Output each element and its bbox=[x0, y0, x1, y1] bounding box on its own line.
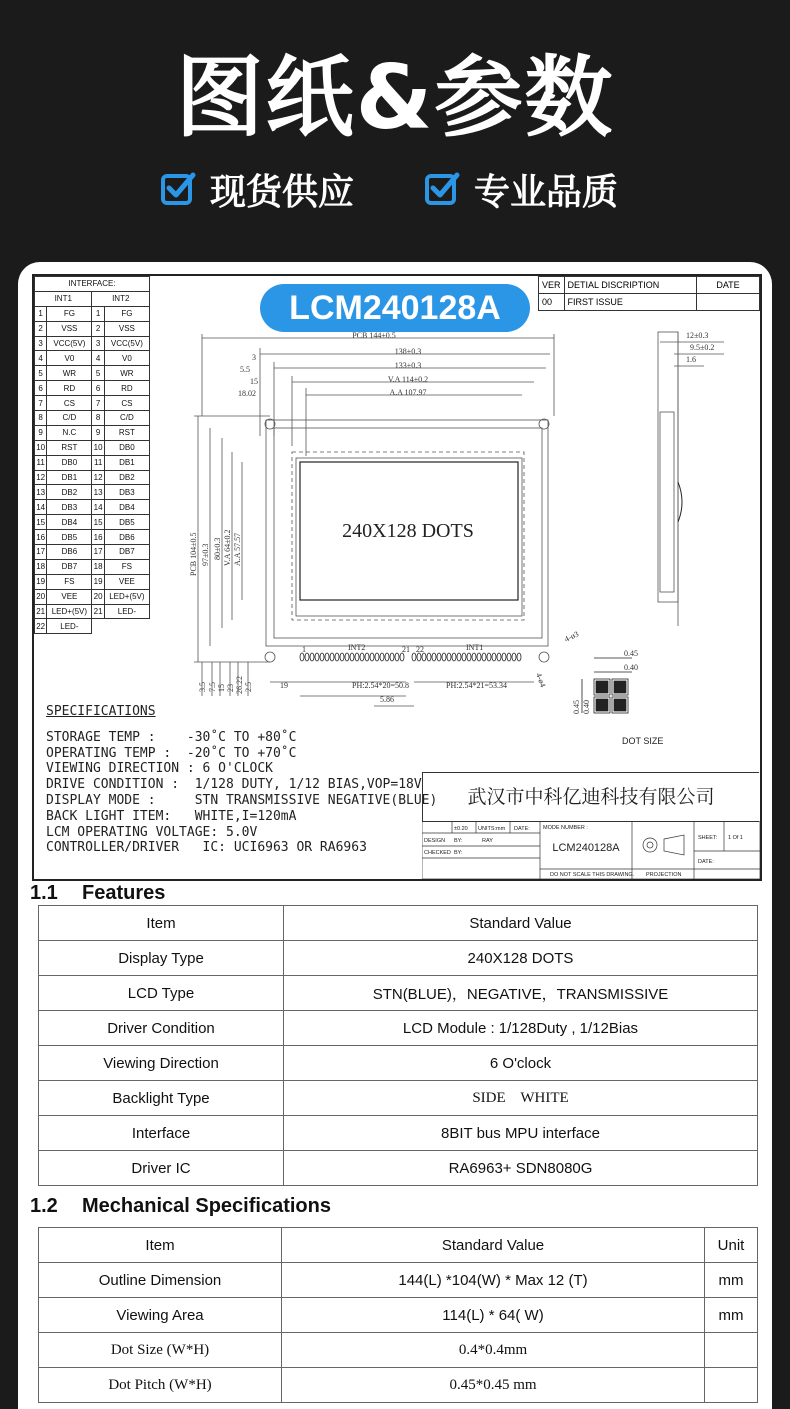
tb-ray: RAY bbox=[482, 838, 493, 844]
tb-model: LCM240128A bbox=[552, 842, 620, 854]
dot-pitch-top: 0.45 bbox=[624, 649, 638, 658]
mech-value: 144(L) *104(W) * Max 12 (T) bbox=[282, 1263, 705, 1298]
feature-value: LCD Module : 1/128Duty , 1/12Bias bbox=[284, 1011, 758, 1046]
int1-pin-number: 14 bbox=[35, 500, 47, 515]
header-standard-value: Standard Value bbox=[284, 906, 758, 941]
int1-pin-signal: LED+(5V) bbox=[47, 604, 92, 619]
int1-figure-label: INT1 bbox=[466, 643, 484, 652]
table-row bbox=[39, 1011, 758, 1046]
dim-9-5: 9.5±0.2 bbox=[690, 343, 715, 352]
connector-pin bbox=[437, 653, 441, 661]
feature-item: Driver IC bbox=[39, 1151, 284, 1186]
mech-item: Outline Dimension bbox=[39, 1263, 282, 1298]
dim-138: 138±0.3 bbox=[394, 347, 422, 356]
table-row bbox=[39, 1263, 758, 1298]
connector-pin bbox=[482, 653, 486, 661]
int2-pin-number: 21 bbox=[92, 604, 104, 619]
int1-pin-signal: LED- bbox=[47, 619, 92, 634]
connector-pin bbox=[305, 653, 309, 661]
rev-date-label: DATE bbox=[697, 277, 760, 294]
rev-desc: FIRST ISSUE bbox=[564, 294, 696, 311]
feature-item: Display Type bbox=[39, 941, 284, 976]
pitch-int1: PH:2.54*21=53.34 bbox=[446, 681, 507, 690]
connector-pin bbox=[512, 653, 516, 661]
connector-pin bbox=[350, 653, 354, 661]
header-item: Item bbox=[39, 1228, 282, 1263]
int1-pin-signal: DB3 bbox=[47, 500, 92, 515]
int1-pin-number: 2 bbox=[35, 321, 47, 336]
int1-pin-number: 15 bbox=[35, 515, 47, 530]
connector-pin bbox=[467, 653, 471, 661]
int1-pin-number: 5 bbox=[35, 366, 47, 381]
int1-pin-number: 3 bbox=[35, 336, 47, 351]
badge-in-stock bbox=[160, 166, 354, 212]
int2-pin-number: 5 bbox=[92, 366, 104, 381]
feature-value: 240X128 DOTS bbox=[284, 941, 758, 976]
connector-pin bbox=[360, 653, 364, 661]
rev-desc-label: DETIAL DISCRIPTION bbox=[564, 277, 696, 294]
mech-value: 114(L) * 64( W) bbox=[282, 1298, 705, 1333]
dim-80: 80±0.3 bbox=[213, 537, 222, 560]
connector-pin bbox=[325, 653, 329, 661]
int2-figure-label: INT2 bbox=[348, 643, 366, 652]
connector-pin bbox=[412, 653, 416, 661]
connector-pin bbox=[447, 653, 451, 661]
int2-pin-signal: WR bbox=[104, 366, 149, 381]
interface-title: INTERFACE: bbox=[35, 277, 150, 292]
specifications-block bbox=[46, 704, 437, 856]
connector-pin bbox=[300, 653, 304, 661]
int1-pin-number: 22 bbox=[35, 619, 47, 634]
company-name: 武汉市中科亿迪科技有限公司 bbox=[422, 772, 759, 822]
pitch-int2: PH:2.54*20=50.8 bbox=[352, 681, 409, 690]
feature-item: Viewing Direction bbox=[39, 1046, 284, 1081]
pin-22-label: 22 bbox=[416, 645, 424, 654]
hole-label-1: 4-ø3 bbox=[563, 629, 581, 644]
checkbox-icon bbox=[424, 171, 460, 207]
dim-97: 97±0.3 bbox=[201, 543, 210, 566]
int1-pin-number: 13 bbox=[35, 485, 47, 500]
int2-pin-signal: DB5 bbox=[104, 515, 149, 530]
int2-pin-signal: DB7 bbox=[104, 545, 149, 560]
connector-pin bbox=[427, 653, 431, 661]
connector-pin bbox=[330, 653, 334, 661]
tb-projection: PROJECTION bbox=[646, 872, 682, 878]
features-heading bbox=[30, 882, 165, 905]
int2-pin-signal: C/D bbox=[104, 411, 149, 426]
model-badge: LCM240128A bbox=[260, 284, 530, 332]
int1-pin-number: 9 bbox=[35, 425, 47, 440]
feature-value: 8BIT bus MPU interface bbox=[284, 1116, 758, 1151]
dot-size-top: 0.40 bbox=[624, 663, 638, 672]
pin-21-label: 21 bbox=[402, 645, 410, 654]
table-row bbox=[39, 1298, 758, 1333]
int2-pin-number: 18 bbox=[92, 559, 104, 574]
int2-pin-number: 14 bbox=[92, 500, 104, 515]
int1-pin-signal: VCC(5V) bbox=[47, 336, 92, 351]
connector-pin bbox=[462, 653, 466, 661]
table-row bbox=[39, 1333, 758, 1368]
title-block bbox=[422, 821, 760, 879]
header-standard-value: Standard Value bbox=[282, 1228, 705, 1263]
specifications-title: SPECIFICATIONS bbox=[46, 704, 156, 719]
mech-value: 0.45*0.45 mm bbox=[282, 1368, 705, 1403]
int2-pin-number: 12 bbox=[92, 470, 104, 485]
dim-thickness: 12±0.3 bbox=[686, 331, 709, 340]
int2-pin-number: 11 bbox=[92, 455, 104, 470]
int1-pin-number: 19 bbox=[35, 574, 47, 589]
int2-pin-signal: DB3 bbox=[104, 485, 149, 500]
header-item: Item bbox=[39, 906, 284, 941]
int1-pin-signal: WR bbox=[47, 366, 92, 381]
feature-item: Driver Condition bbox=[39, 1011, 284, 1046]
table-row bbox=[39, 941, 758, 976]
int1-pin-number: 7 bbox=[35, 396, 47, 411]
spec-line: DISPLAY MODE : STN TRANSMISSIVE NEGATIVE(BLUE) bbox=[46, 792, 438, 808]
dim-3-5: 3.5 bbox=[198, 682, 207, 692]
connector-pin bbox=[395, 653, 399, 661]
connector-pin bbox=[497, 653, 501, 661]
int2-pin-number: 17 bbox=[92, 545, 104, 560]
table-header-row bbox=[39, 1228, 758, 1263]
connector-pin bbox=[507, 653, 511, 661]
spec-line: STORAGE TEMP : -30˚C TO +80˚C bbox=[46, 729, 297, 745]
feature-item: LCD Type bbox=[39, 976, 284, 1011]
int2-pin-signal: DB6 bbox=[104, 530, 149, 545]
feature-value: STN(BLUE)，NEGATIVE，TRANSMISSIVE bbox=[284, 976, 758, 1011]
connector-pin bbox=[355, 653, 359, 661]
dim-2-5: 2.5 bbox=[244, 682, 253, 692]
int2-pin-number: 16 bbox=[92, 530, 104, 545]
int2-pin-number: 2 bbox=[92, 321, 104, 336]
connector-pin bbox=[380, 653, 384, 661]
int1-pin-number: 20 bbox=[35, 589, 47, 604]
int2-pin-signal: DB1 bbox=[104, 455, 149, 470]
tb-date: DATE: bbox=[514, 826, 530, 832]
int2-pin-number: 7 bbox=[92, 396, 104, 411]
section-number: 1.2 bbox=[30, 1195, 58, 1217]
int2-pin-signal: RD bbox=[104, 381, 149, 396]
spec-line: LCM OPERATING VOLTAGE: 5.0V bbox=[46, 824, 258, 840]
int1-pin-number: 16 bbox=[35, 530, 47, 545]
int1-pin-signal: VEE bbox=[47, 589, 92, 604]
mech-unit bbox=[705, 1368, 758, 1403]
dim-133: 133±0.3 bbox=[394, 361, 422, 370]
connector-pin bbox=[315, 653, 319, 661]
connector-pin bbox=[375, 653, 379, 661]
int1-pin-number: 21 bbox=[35, 604, 47, 619]
dot-size-label: DOT SIZE bbox=[622, 736, 664, 746]
checkbox-icon bbox=[160, 171, 196, 207]
rev-ver-label: VER bbox=[539, 277, 565, 294]
dim-15: 15 bbox=[250, 377, 258, 386]
connector-pin bbox=[345, 653, 349, 661]
mech-item: Dot Pitch (W*H) bbox=[39, 1368, 282, 1403]
feature-value: SIDE WHITE bbox=[284, 1081, 758, 1116]
connector-pin bbox=[335, 653, 339, 661]
feature-item: Interface bbox=[39, 1116, 284, 1151]
int2-pin-signal: V0 bbox=[104, 351, 149, 366]
connector-pin bbox=[477, 653, 481, 661]
tb-checked: CHECKED bbox=[424, 850, 451, 856]
int1-pin-number: 6 bbox=[35, 381, 47, 396]
int1-pin-signal: V0 bbox=[47, 351, 92, 366]
int1-pin-signal: C/D bbox=[47, 411, 92, 426]
header-unit: Unit bbox=[705, 1228, 758, 1263]
connector-pin bbox=[472, 653, 476, 661]
table-row bbox=[39, 976, 758, 1011]
spec-sheet bbox=[18, 262, 772, 1409]
connector-pin bbox=[390, 653, 394, 661]
int1-pin-signal: DB4 bbox=[47, 515, 92, 530]
int2-pin-signal: LED- bbox=[104, 604, 149, 619]
dim-23: 23 bbox=[226, 684, 235, 692]
badge-label: 专业品质 bbox=[474, 171, 619, 213]
int1-pin-signal: N.C bbox=[47, 425, 92, 440]
dot-pitch-left: 0.45 bbox=[572, 700, 581, 714]
int1-pin-number: 11 bbox=[35, 455, 47, 470]
dim-5-86: 5.86 bbox=[380, 695, 394, 704]
int2-pin-number: 6 bbox=[92, 381, 104, 396]
badge-label: 现货供应 bbox=[210, 171, 355, 213]
connector-pin bbox=[452, 653, 456, 661]
int2-pin-number: 3 bbox=[92, 336, 104, 351]
int1-pin-signal: FG bbox=[47, 306, 92, 321]
int1-pin-number: 12 bbox=[35, 470, 47, 485]
section-title: Mechanical Specifications bbox=[82, 1195, 331, 1217]
connector-pin bbox=[432, 653, 436, 661]
technical-drawing bbox=[32, 274, 762, 881]
int1-pin-signal: DB0 bbox=[47, 455, 92, 470]
dim-va-height: V.A 64±0.2 bbox=[223, 529, 232, 566]
connector-pin bbox=[457, 653, 461, 661]
page-title: 图纸&参数 bbox=[175, 46, 615, 149]
dim-15-v: 15 bbox=[217, 684, 226, 692]
rev-ver: 00 bbox=[539, 294, 565, 311]
badge-row bbox=[0, 166, 790, 212]
spec-line: DRIVE CONDITION : 1/128 DUTY, 1/12 BIAS,VOP=18V bbox=[46, 777, 422, 793]
table-row bbox=[39, 1081, 758, 1116]
tb-no-scale: DO NOT SCALE THIS DRAWING. bbox=[550, 872, 635, 878]
int2-pin-signal: VCC(5V) bbox=[104, 336, 149, 351]
mech-unit bbox=[705, 1333, 758, 1368]
int1-pin-number: 1 bbox=[35, 306, 47, 321]
tb-sheet-value: 1 Of 1 bbox=[728, 835, 743, 841]
int2-pin-signal: VSS bbox=[104, 321, 149, 336]
int1-pin-number: 18 bbox=[35, 559, 47, 574]
tb-by-2: BY: bbox=[454, 850, 463, 856]
spec-line: OPERATING TEMP : -20˚C TO +70˚C bbox=[46, 745, 297, 761]
int2-pin-number: 20 bbox=[92, 589, 104, 604]
dot-size-left: 0.40 bbox=[582, 700, 591, 714]
int1-pin-signal: DB7 bbox=[47, 559, 92, 574]
mech-item: Viewing Area bbox=[39, 1298, 282, 1333]
hole-label-2: 4-ø4 bbox=[534, 671, 548, 689]
connector-pin bbox=[487, 653, 491, 661]
table-row bbox=[39, 1151, 758, 1186]
connector-pin bbox=[385, 653, 389, 661]
dim-aa-height: A.A 57.57 bbox=[233, 532, 242, 566]
feature-value: 6 O'clock bbox=[284, 1046, 758, 1081]
int1-pin-signal: DB1 bbox=[47, 470, 92, 485]
int1-pin-signal: CS bbox=[47, 396, 92, 411]
mech-value: 0.4*0.4mm bbox=[282, 1333, 705, 1368]
badge-quality bbox=[424, 166, 618, 212]
int2-pin-number: 1 bbox=[92, 306, 104, 321]
int1-pin-signal: RD bbox=[47, 381, 92, 396]
screen-dots-label: 240X128 DOTS bbox=[342, 520, 474, 542]
int1-pin-signal: DB2 bbox=[47, 485, 92, 500]
dim-19: 19 bbox=[280, 681, 288, 690]
spec-line: CONTROLLER/DRIVER IC: UCI6963 OR RA6963 bbox=[46, 840, 367, 856]
connector-pin bbox=[340, 653, 344, 661]
int1-pin-number: 4 bbox=[35, 351, 47, 366]
connector-pin bbox=[370, 653, 374, 661]
connector-pin bbox=[417, 653, 421, 661]
int2-pin-number: 15 bbox=[92, 515, 104, 530]
spec-line: VIEWING DIRECTION : 6 O'CLOCK bbox=[46, 761, 273, 777]
int1-pin-signal: VSS bbox=[47, 321, 92, 336]
int2-pin-number: 10 bbox=[92, 440, 104, 455]
connector-pin bbox=[517, 653, 521, 661]
int2-pin-signal: LED+(5V) bbox=[104, 589, 149, 604]
tb-sheet: SHEET: bbox=[698, 835, 718, 841]
dim-18: 18.02 bbox=[238, 389, 256, 398]
int2-pin-signal: FG bbox=[104, 306, 149, 321]
connector-pin bbox=[310, 653, 314, 661]
int1-pin-signal: RST bbox=[47, 440, 92, 455]
int2-pin-number: 4 bbox=[92, 351, 104, 366]
int1-header: INT1 bbox=[35, 291, 92, 306]
int2-pin-signal: RST bbox=[104, 425, 149, 440]
int2-pin-number: 13 bbox=[92, 485, 104, 500]
feature-item: Backlight Type bbox=[39, 1081, 284, 1116]
int2-pin-signal: FS bbox=[104, 559, 149, 574]
connector-pin bbox=[422, 653, 426, 661]
table-row bbox=[39, 1046, 758, 1081]
table-header-row bbox=[39, 906, 758, 941]
int2-pin-number: 8 bbox=[92, 411, 104, 426]
int2-pin-number: 19 bbox=[92, 574, 104, 589]
connector-pin bbox=[320, 653, 324, 661]
dim-1-6: 1.6 bbox=[686, 355, 696, 364]
table-row bbox=[39, 1116, 758, 1151]
connector-pin bbox=[365, 653, 369, 661]
dim-3: 3 bbox=[252, 353, 256, 362]
mechanical-table bbox=[38, 1227, 758, 1403]
tb-units: UNITS:mm bbox=[478, 826, 506, 832]
mech-item: Dot Size (W*H) bbox=[39, 1333, 282, 1368]
int1-pin-signal: FS bbox=[47, 574, 92, 589]
dim-pcb-height: PCB 104±0.5 bbox=[189, 532, 198, 576]
int1-pin-number: 8 bbox=[35, 411, 47, 426]
int1-pin-number: 17 bbox=[35, 545, 47, 560]
tb-mode-number: MODE NUMBER : bbox=[543, 825, 588, 831]
section-number: 1.1 bbox=[30, 882, 58, 904]
hero-banner bbox=[0, 0, 790, 262]
connector-pin bbox=[502, 653, 506, 661]
tb-by: BY: bbox=[454, 838, 463, 844]
tb-date-2: DATE: bbox=[698, 859, 714, 865]
dim-26-22: 26.22 bbox=[235, 676, 244, 694]
int2-pin-signal: DB0 bbox=[104, 440, 149, 455]
connector-pin bbox=[400, 653, 404, 661]
section-title: Features bbox=[82, 882, 166, 904]
int1-pin-signal: DB6 bbox=[47, 545, 92, 560]
tb-design: DESIGN bbox=[424, 838, 446, 844]
tb-tolerance: ±0.20 bbox=[454, 826, 468, 832]
mech-unit: mm bbox=[705, 1263, 758, 1298]
int1-pin-number: 10 bbox=[35, 440, 47, 455]
int2-pin-number: 9 bbox=[92, 425, 104, 440]
int2-pin-signal: DB2 bbox=[104, 470, 149, 485]
features-table bbox=[38, 905, 758, 1186]
dim-7-5: 7.5 bbox=[208, 682, 217, 692]
int2-pin-signal: DB4 bbox=[104, 500, 149, 515]
connector-pin bbox=[492, 653, 496, 661]
connector-pin bbox=[442, 653, 446, 661]
dim-pcb-width: PCB 144±0.5 bbox=[352, 331, 396, 340]
int2-pin-signal: VEE bbox=[104, 574, 149, 589]
mechanical-heading bbox=[30, 1195, 331, 1218]
dim-5-5: 5.5 bbox=[240, 365, 250, 374]
int2-pin-signal: CS bbox=[104, 396, 149, 411]
pin-1-label: 1 bbox=[302, 645, 306, 654]
spec-line: BACK LIGHT ITEM: WHITE,I=120mA bbox=[46, 808, 297, 824]
feature-value: RA6963+ SDN8080G bbox=[284, 1151, 758, 1186]
mech-unit: mm bbox=[705, 1298, 758, 1333]
table-row bbox=[39, 1368, 758, 1403]
dim-aa-width: A.A 107.97 bbox=[389, 388, 427, 397]
int1-pin-signal: DB5 bbox=[47, 530, 92, 545]
dim-va-width: V.A 114±0.2 bbox=[387, 375, 429, 384]
int2-header: INT2 bbox=[92, 291, 150, 306]
